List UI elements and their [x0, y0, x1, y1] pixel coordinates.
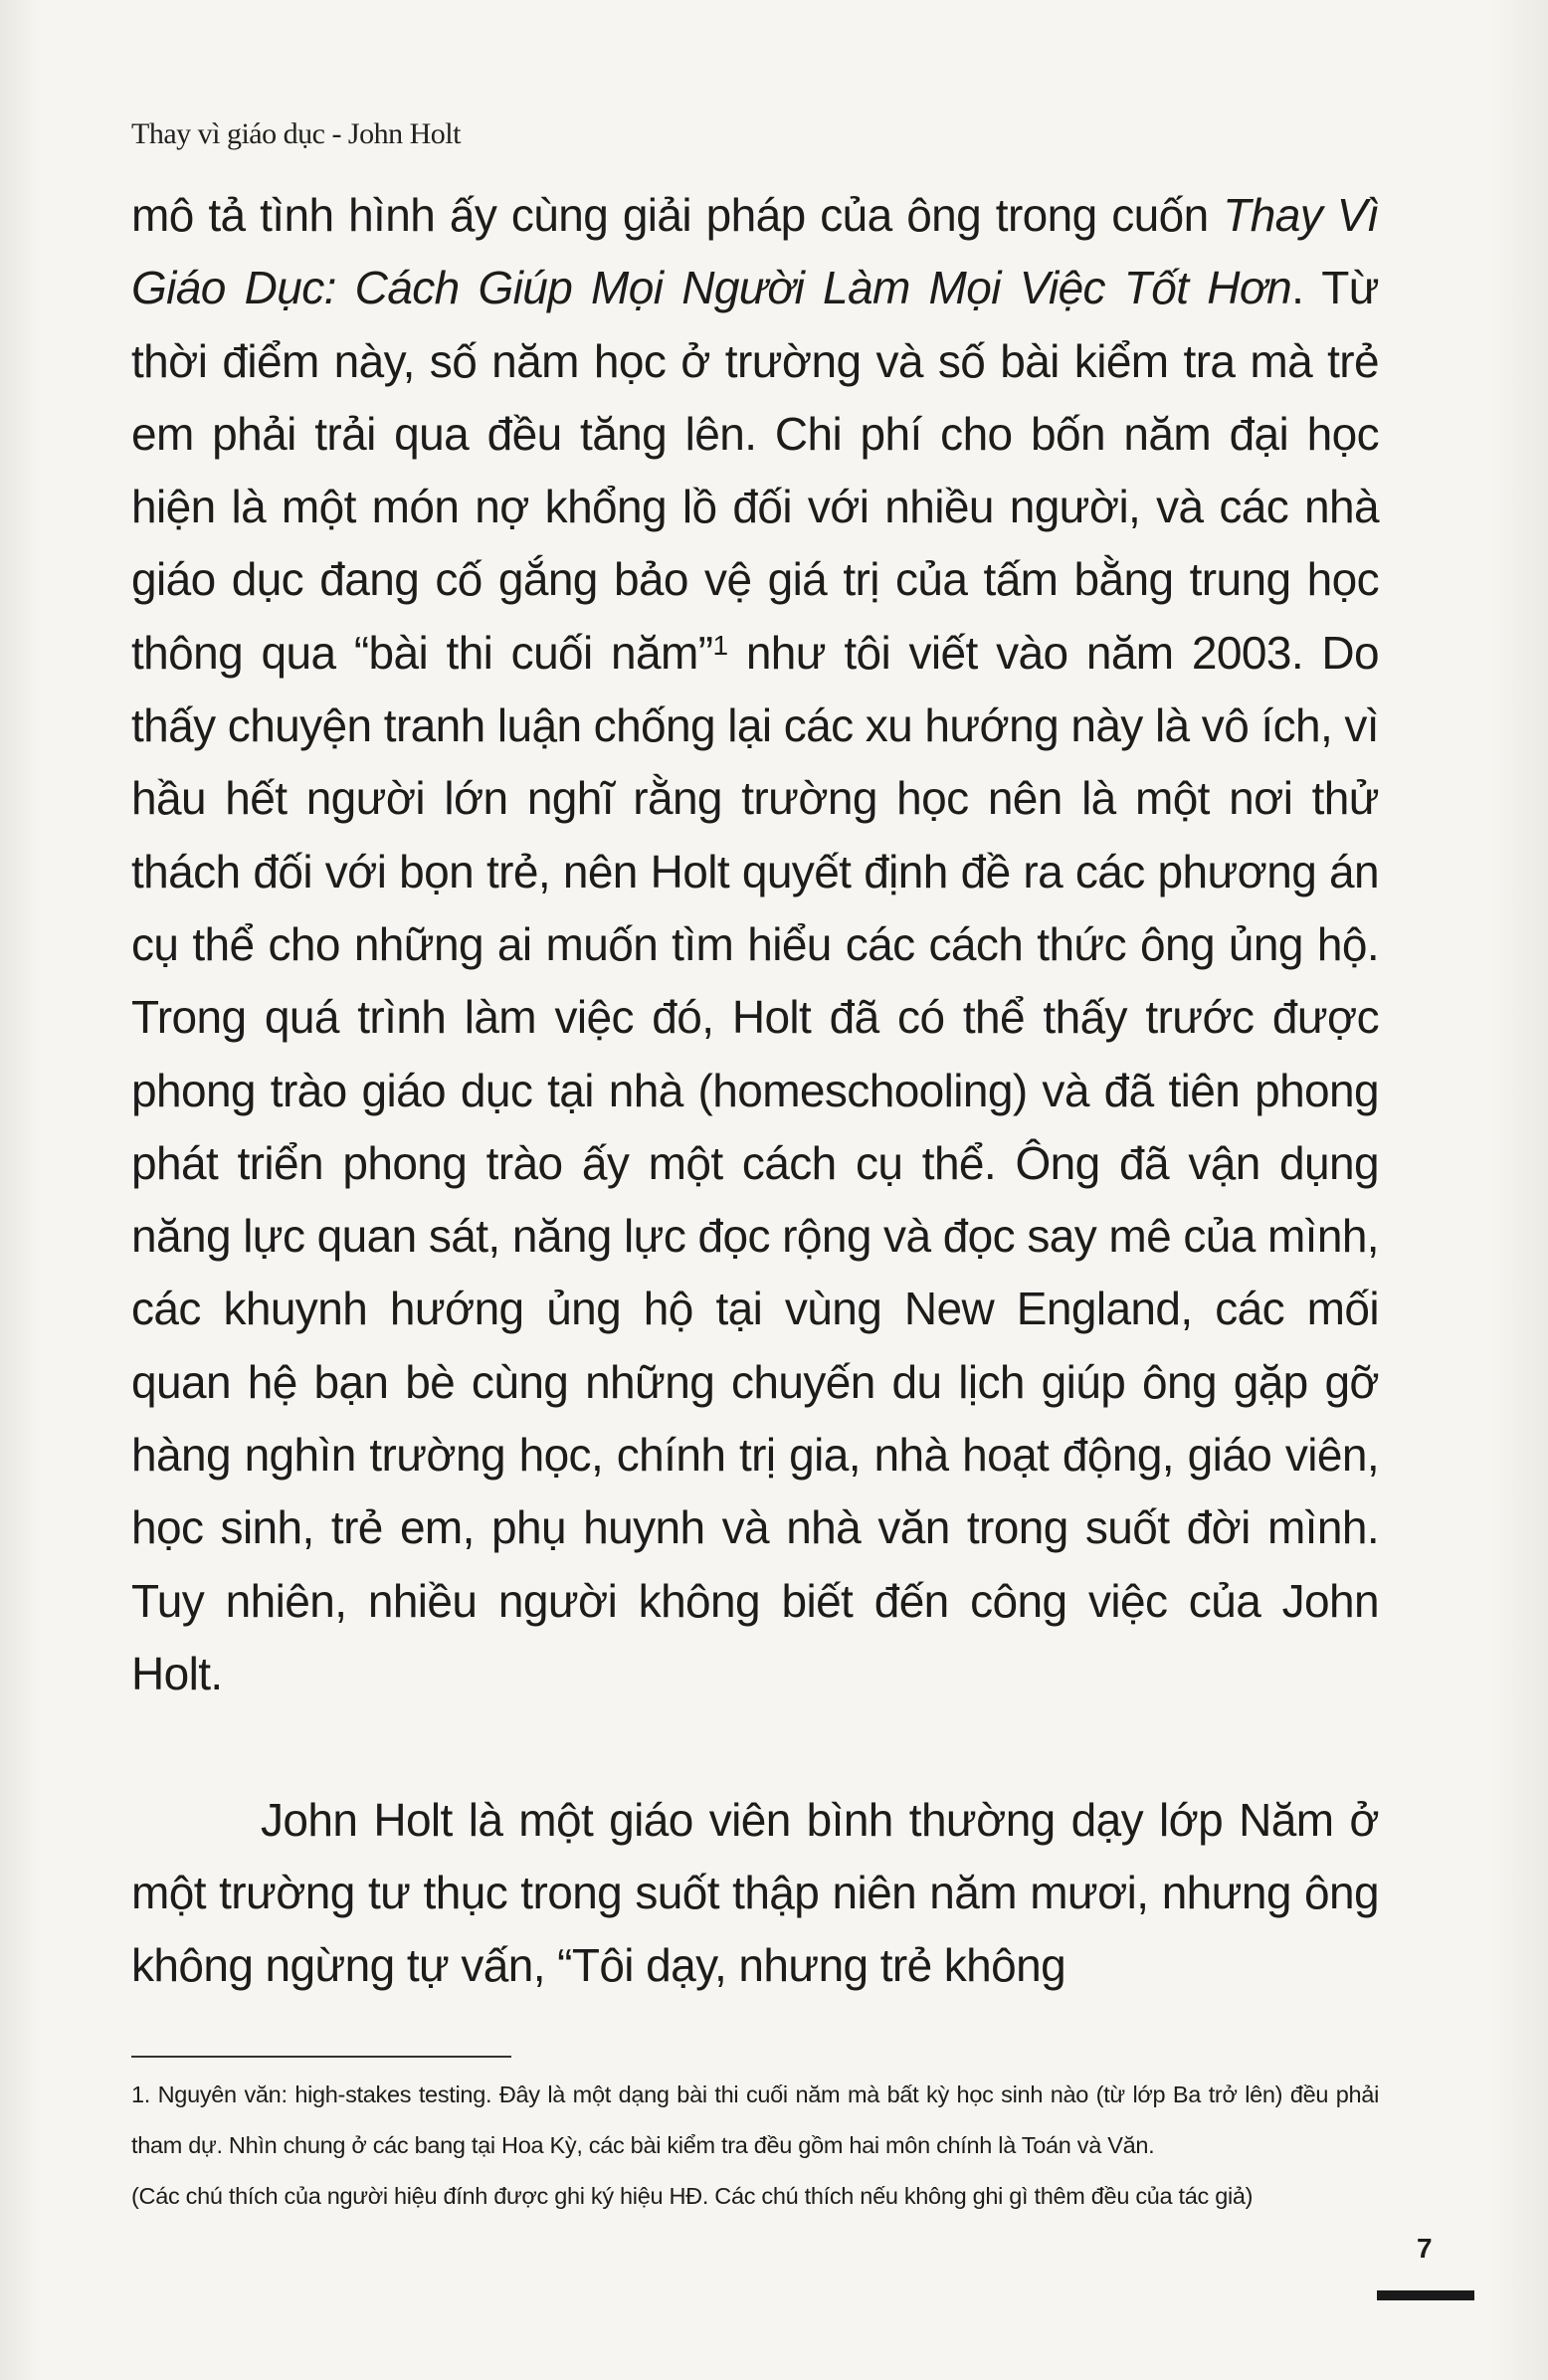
footnotes — [131, 2070, 1379, 2222]
body-text — [131, 179, 1379, 2002]
paragraph-1-text-b: . Từ thời điểm này, số năm học ở trường và số bài kiểm tra mà trẻ em phải trải qua đều tăng lên. Chi phí cho bốn năm đại học hiện là một món nợ khổng lồ đối với nhiều người, và các nhà giáo dục đang cố gắng bảo vệ giá trị của tấm bằng trung học thông qua “bài thi cuối năm” — [131, 262, 1379, 679]
book-title: Thay Vì Giáo Dục: Cách Giúp Mọi Người Làm Mọi Việc Tốt Hơn — [131, 189, 1379, 314]
page-number-bar — [1377, 2290, 1474, 2300]
paragraph-1 — [131, 179, 1379, 1710]
paragraph-1-text-a: mô tả tình hình ấy cùng giải pháp của ông trong cuốn — [131, 189, 1224, 241]
footnote-reference: 1 — [712, 629, 728, 661]
paragraph-2: John Holt là một giáo viên bình thường dạy lớp Năm ở một trường tư thục trong suốt thập niên năm mươi, nhưng ông không ngừng tự vấn, “Tôi dạy, nhưng trẻ không — [131, 1793, 1379, 1992]
editor-note: (Các chú thích của người hiệu đính được ghi ký hiệu HĐ. Các chú thích nếu không ghi gì thêm đều của tác giả) — [131, 2183, 1254, 2209]
running-header: Thay vì giáo dục - John Holt — [131, 117, 461, 150]
footnote-1: 1. Nguyên văn: high-stakes testing. Đây là một dạng bài thi cuối năm mà bất kỳ học sinh nào (từ lớp Ba trở lên) đều phải tham dự. Nhìn chung ở các bang tại Hoa Kỳ, các bài kiểm tra đều gồm hai môn chính là Toán và Văn. — [131, 2082, 1379, 2158]
footnote-divider — [131, 2056, 511, 2058]
paragraph-1-text-c: như tôi viết vào năm 2003. Do thấy chuyện tranh luận chống lại các xu hướng này là vô ích, vì hầu hết người lớn nghĩ rằng trường học nên là một nơi thử thách đối với bọn trẻ, nên Holt quyết định đề ra các phương án cụ thể cho những ai muốn tìm hiểu các cách thức ông ủng hộ. Trong quá trình làm việc đó, Holt đã có thể thấy trước được phong trào giáo dục tại nhà (homeschooling) và đã tiên phong phát triển phong trào ấy một cách cụ thể. Ông đã vận dụng năng lực quan sát, năng lực đọc rộng và đọc say mê của mình, các khuynh hướng ủng hộ tại vùng New England, các mối quan hệ bạn bè cùng những chuyến du lịch giúp ông gặp gỡ hàng nghìn trường học, chính trị gia, nhà hoạt động, giáo viên, học sinh, trẻ em, phụ huynh và nhà văn trong suốt đời mình. Tuy nhiên, nhiều người không biết đến công việc của John Holt. — [131, 626, 1379, 1699]
page-number: 7 — [1417, 2233, 1433, 2264]
